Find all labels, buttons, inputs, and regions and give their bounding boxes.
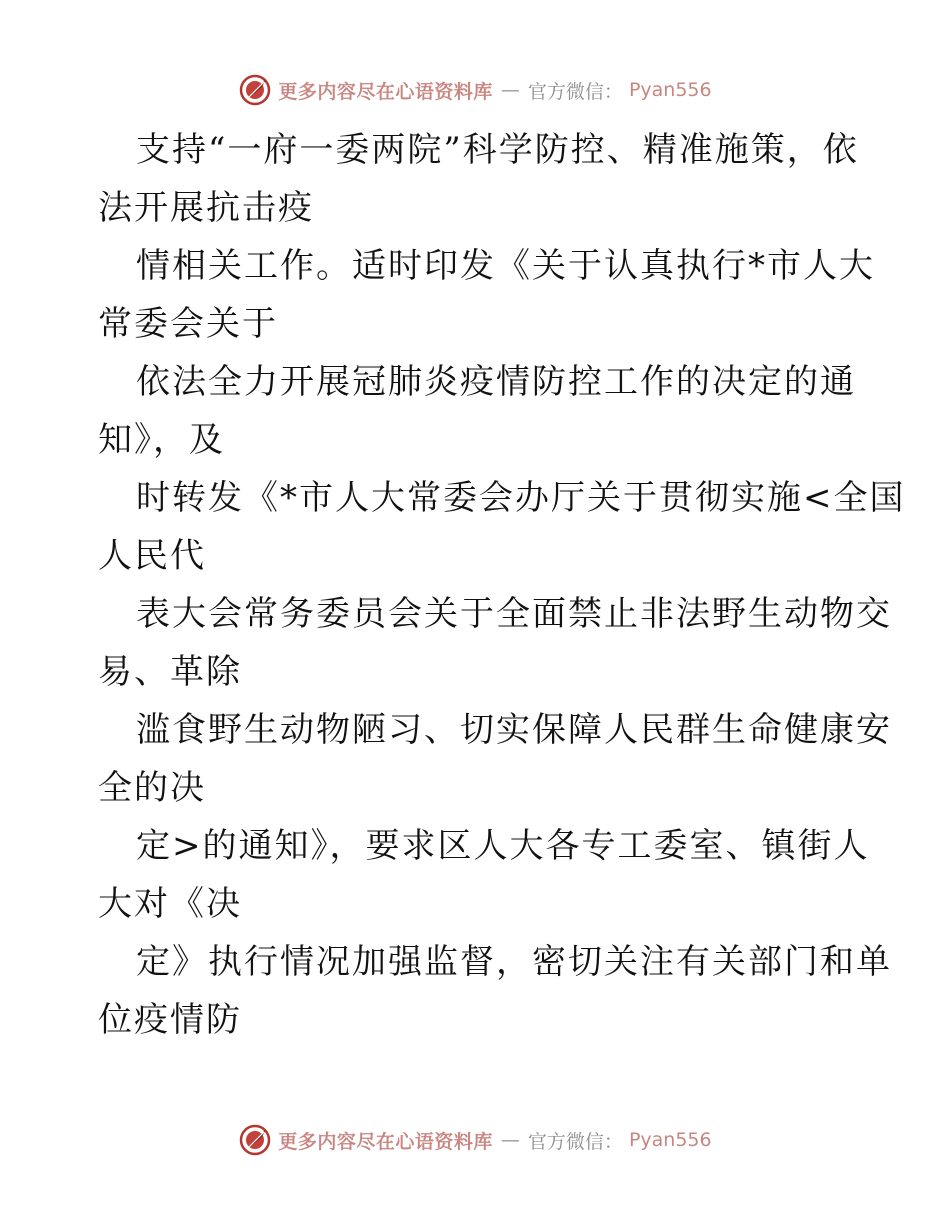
banner-wechat-handle: Pyan556 xyxy=(628,79,712,101)
quill-pen-icon xyxy=(238,1123,272,1157)
body-line: 法开展抗击疫 xyxy=(98,188,314,228)
body-line: 依法全力开展冠肺炎疫情防控工作的决定的通 xyxy=(136,362,856,402)
banner-separator: — xyxy=(500,1129,520,1151)
body-line: 情相关工作。适时印发《关于认真执行*市人大 xyxy=(136,246,875,286)
body-line: 常委会关于 xyxy=(98,304,278,344)
body-line: 定>的通知》，要求区人大各专工委室、镇街人 xyxy=(136,826,870,866)
document-body xyxy=(98,121,906,1049)
body-line: 全的决 xyxy=(98,768,206,808)
body-line: 人民代 xyxy=(98,536,206,576)
body-line: 大对《决 xyxy=(98,884,242,924)
banner-separator: — xyxy=(500,79,520,101)
body-line: 表大会常务委员会关于全面禁止非法野生动物交 xyxy=(136,594,892,634)
banner-brand: 更多内容尽在心语资料库 xyxy=(278,1130,493,1153)
header-banner xyxy=(0,70,950,110)
body-line: 易、革除 xyxy=(98,652,242,692)
footer-banner xyxy=(0,1120,950,1160)
banner-brand: 更多内容尽在心语资料库 xyxy=(278,80,493,103)
body-line: 定》执行情况加强监督，密切关注有关部门和单 xyxy=(136,942,892,982)
body-line: 支持“一府一委两院”科学防控、精准施策，依 xyxy=(136,130,859,170)
quill-pen-icon xyxy=(238,73,272,107)
body-line: 知》，及 xyxy=(98,420,225,460)
body-line: 时转发《*市人大常委会办厅关于贯彻实施<全国 xyxy=(136,478,906,518)
body-line: 滥食野生动物陋习、切实保障人民群生命健康安 xyxy=(136,710,892,750)
banner-wechat-handle: Pyan556 xyxy=(628,1129,712,1151)
body-line: 位疫情防 xyxy=(98,1000,242,1040)
banner-wechat-label: 官方微信： xyxy=(527,80,623,103)
banner-wechat-label: 官方微信： xyxy=(527,1130,623,1153)
